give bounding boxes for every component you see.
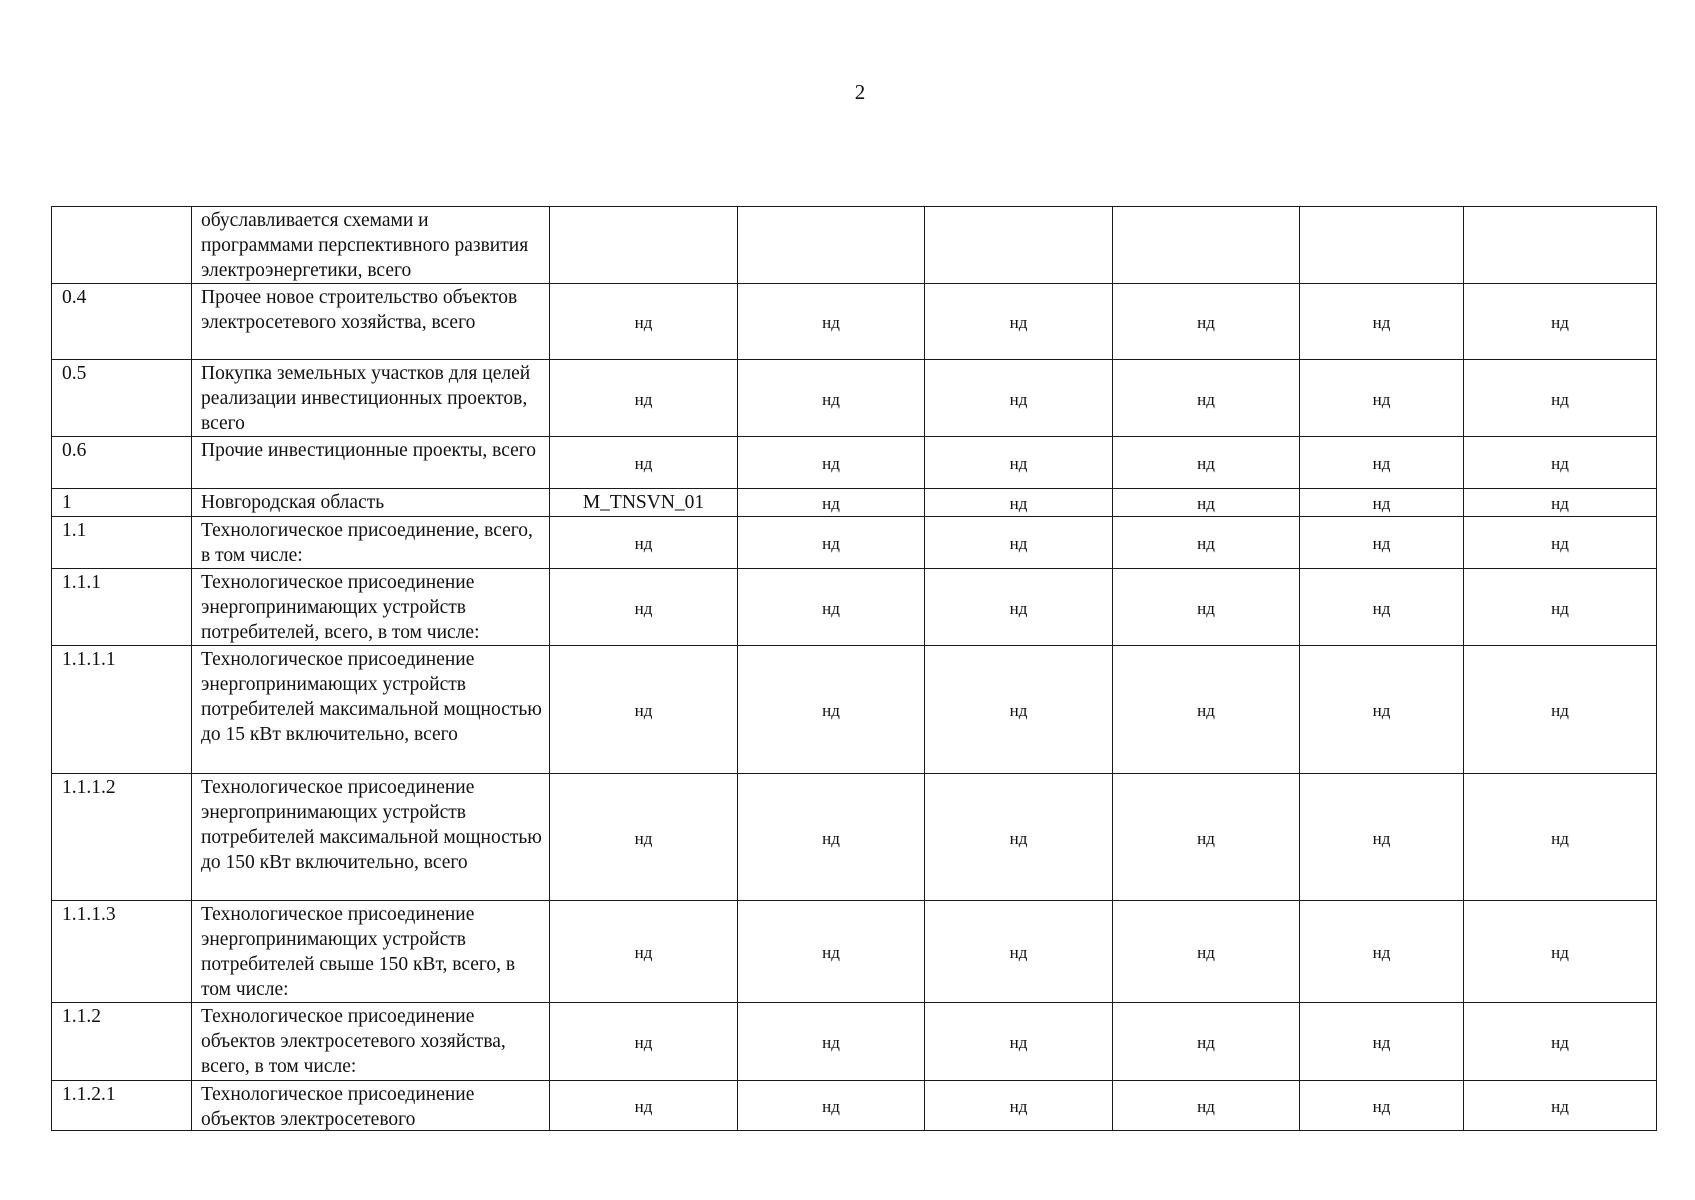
row-value: нд <box>738 437 925 489</box>
row-value: нд <box>925 284 1113 360</box>
row-value: нд <box>1113 517 1300 569</box>
row-value: нд <box>1300 774 1464 901</box>
row-name: Технологическое присоединение, всего, в том числе: <box>192 517 550 569</box>
row-value: нд <box>1464 284 1657 360</box>
table-row <box>52 1081 1657 1131</box>
row-code: 1.1.1.1 <box>52 646 192 774</box>
row-name: Прочие инвестиционные проекты, всего <box>192 437 550 489</box>
row-value: нд <box>1300 569 1464 646</box>
row-value: нд <box>738 569 925 646</box>
row-value: нд <box>1464 437 1657 489</box>
row-value: нд <box>1300 284 1464 360</box>
row-name: обуславливается схемами и программами перспективного развития электроэнергетики, всего <box>192 207 550 284</box>
row-code: 1.1 <box>52 517 192 569</box>
row-value: нд <box>1300 901 1464 1003</box>
row-value: нд <box>1113 774 1300 901</box>
row-value: нд <box>1464 901 1657 1003</box>
table-row <box>52 569 1657 646</box>
row-value: нд <box>1300 360 1464 437</box>
row-value: нд <box>738 901 925 1003</box>
table-row <box>52 1003 1657 1081</box>
row-name: Технологическое присоединение энергопринимающих устройств потребителей, всего, в том числе: <box>192 569 550 646</box>
row-value: нд <box>1464 489 1657 517</box>
row-name: Технологическое присоединение энергопринимающих устройств потребителей максимальной мощностью до 15 кВт включительно, всего <box>192 646 550 774</box>
row-value: нд <box>925 1081 1113 1131</box>
row-id: нд <box>550 284 738 360</box>
row-id: нд <box>550 901 738 1003</box>
row-value: нд <box>738 284 925 360</box>
row-code: 1.1.1.3 <box>52 901 192 1003</box>
row-code: 1.1.1 <box>52 569 192 646</box>
row-id: нд <box>550 1003 738 1081</box>
row-value: нд <box>1464 774 1657 901</box>
row-value: нд <box>1300 489 1464 517</box>
table-row <box>52 360 1657 437</box>
row-value <box>1464 207 1657 284</box>
row-name: Технологическое присоединение объектов электросетевого <box>201 1084 475 1130</box>
row-value <box>738 207 925 284</box>
row-value: нд <box>1113 1003 1300 1081</box>
row-value: нд <box>925 1003 1113 1081</box>
row-value: нд <box>738 646 925 774</box>
row-value: нд <box>1113 1081 1300 1131</box>
row-value: нд <box>1464 1081 1657 1131</box>
row-value: нд <box>925 646 1113 774</box>
row-id: нд <box>550 437 738 489</box>
row-value: нд <box>1113 646 1300 774</box>
row-value: нд <box>1464 1003 1657 1081</box>
row-value: нд <box>738 1081 925 1131</box>
row-value: нд <box>1300 1081 1464 1131</box>
row-value: нд <box>1113 284 1300 360</box>
row-code: 0.4 <box>52 284 192 360</box>
row-id: нд <box>550 517 738 569</box>
row-value: нд <box>1300 646 1464 774</box>
row-value: нд <box>738 360 925 437</box>
row-value: нд <box>738 517 925 569</box>
row-code: 0.6 <box>52 437 192 489</box>
investment-program-table <box>51 206 1657 1131</box>
table-row <box>52 437 1657 489</box>
page-number: 2 <box>854 80 866 104</box>
row-name: Технологическое присоединение энергопринимающих устройств потребителей максимальной мощностью до 150 кВт включительно, всего <box>192 774 550 901</box>
row-value: нд <box>925 569 1113 646</box>
row-value: нд <box>738 774 925 901</box>
row-id: нд <box>550 646 738 774</box>
row-value: нд <box>925 360 1113 437</box>
row-name-cell <box>192 1081 550 1131</box>
row-value: нд <box>1464 569 1657 646</box>
row-value: нд <box>1113 360 1300 437</box>
row-id: нд <box>550 1081 738 1131</box>
row-value: нд <box>1113 901 1300 1003</box>
row-value: нд <box>1464 360 1657 437</box>
row-name: Новгородская область <box>192 489 550 517</box>
row-value: нд <box>1113 437 1300 489</box>
row-value <box>1300 207 1464 284</box>
row-code: 1.1.2.1 <box>52 1081 192 1131</box>
table-row <box>52 489 1657 517</box>
row-value: нд <box>1464 517 1657 569</box>
row-value: нд <box>1113 569 1300 646</box>
row-value: нд <box>1464 646 1657 774</box>
row-value: нд <box>1300 1003 1464 1081</box>
row-value <box>1113 207 1300 284</box>
row-id: нд <box>550 774 738 901</box>
row-value: нд <box>925 774 1113 901</box>
row-code <box>52 207 192 284</box>
row-code: 1.1.2 <box>52 1003 192 1081</box>
table-row <box>52 207 1657 284</box>
row-value: нд <box>738 489 925 517</box>
row-value: нд <box>738 1003 925 1081</box>
row-id: нд <box>550 360 738 437</box>
row-value: нд <box>925 517 1113 569</box>
row-id: нд <box>550 569 738 646</box>
row-value: нд <box>1113 489 1300 517</box>
table-row <box>52 284 1657 360</box>
row-value: нд <box>1300 437 1464 489</box>
row-value: нд <box>925 901 1113 1003</box>
table-row <box>52 901 1657 1003</box>
table-row <box>52 774 1657 901</box>
row-id: M_TNSVN_01 <box>550 489 738 517</box>
row-id <box>550 207 738 284</box>
row-code: 1 <box>52 489 192 517</box>
row-name: Технологическое присоединение объектов электросетевого хозяйства, всего, в том числе: <box>192 1003 550 1081</box>
row-name: Прочее новое строительство объектов электросетевого хозяйства, всего <box>192 284 550 360</box>
row-code: 0.5 <box>52 360 192 437</box>
row-code: 1.1.1.2 <box>52 774 192 901</box>
table-row <box>52 646 1657 774</box>
row-value: нд <box>1300 517 1464 569</box>
row-value: нд <box>925 489 1113 517</box>
row-name: Технологическое присоединение энергопринимающих устройств потребителей свыше 150 кВт, всего, в том числе: <box>192 901 550 1003</box>
table-row <box>52 517 1657 569</box>
row-value <box>925 207 1113 284</box>
row-name: Покупка земельных участков для целей реализации инвестиционных проектов, всего <box>192 360 550 437</box>
row-value: нд <box>925 437 1113 489</box>
